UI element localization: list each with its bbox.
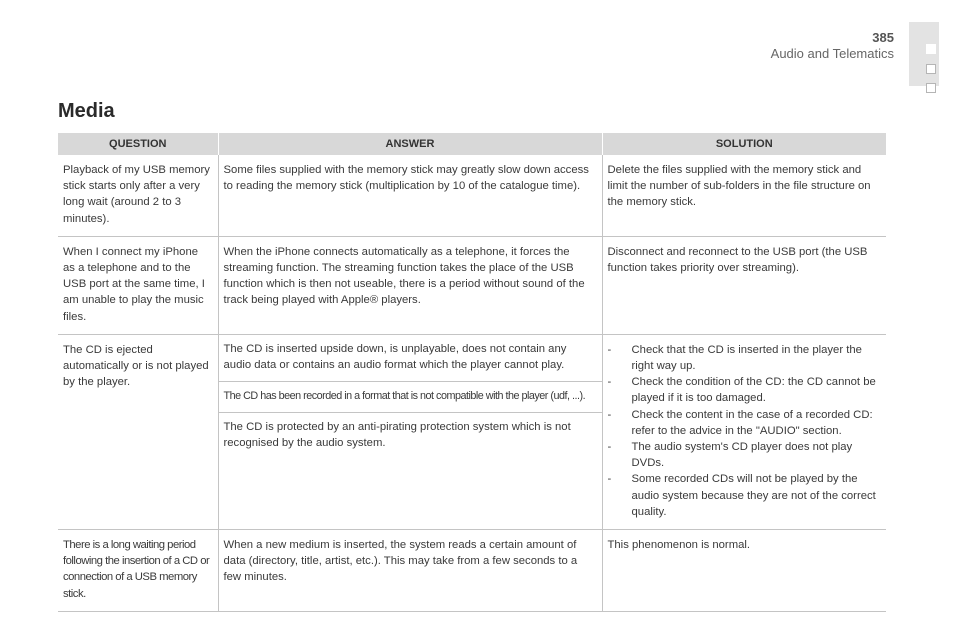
column-header-question: QUESTION: [58, 133, 218, 155]
question-cell: Playback of my USB memory stick starts only after a very long wait (around 2 to 3 minutes).: [58, 155, 218, 236]
column-header-solution: SOLUTION: [602, 133, 886, 155]
column-header-answer: ANSWER: [218, 133, 602, 155]
page-title: Media: [58, 100, 115, 122]
table-row: [58, 334, 886, 529]
solution-item-text: The audio system's CD player does not play DVDs.: [631, 441, 853, 470]
section-label: Audio and Telematics: [770, 46, 894, 61]
table-row: [58, 236, 886, 334]
list-dash: -: [607, 408, 612, 421]
list-dash: -: [607, 441, 612, 454]
list-item: [608, 374, 882, 406]
answer-part: The CD is protected by an anti-pirating protection system which is not recognised by the audio system.: [223, 420, 571, 450]
question-cell: The CD is ejected automatically or is not played by the player.: [58, 334, 218, 529]
page-number: 385: [872, 30, 894, 45]
answer-part: The CD has been recorded in a format that is not compatible with the player (udf, ...).: [219, 382, 602, 413]
solution-cell: [602, 334, 886, 529]
list-dash: -: [607, 343, 612, 356]
solution-item-text: Check that the CD is inserted in the player the right way up.: [631, 343, 862, 373]
list-item: [608, 342, 882, 374]
solution-item-text: Some recorded CDs will not be played by the audio system because they are not of the correct quality.: [631, 473, 876, 518]
chapter-tab: [909, 22, 939, 86]
list-item: [608, 471, 882, 520]
table-header-row: [58, 133, 886, 155]
list-item: [608, 439, 882, 471]
list-item: [608, 407, 882, 439]
chapter-marker-empty-icon: [926, 83, 936, 93]
answer-cell: Some files supplied with the memory stick may greatly slow down access to reading the memory stick (multiplication by 10 of the catalogue time).: [218, 155, 602, 236]
answer-cell: When the iPhone connects automatically as a telephone, it forces the streaming function. The streaming function takes the place of the USB function which is then not useable, there is a period without sound of the track being played with Apple® players.: [218, 236, 602, 334]
list-dash: -: [607, 376, 612, 389]
table-row: [58, 155, 886, 236]
list-dash: -: [607, 473, 612, 486]
answer-cell: When a new medium is inserted, the system reads a certain amount of data (directory, title, artist, etc.). This may take from a few seconds to a few minutes.: [218, 530, 602, 612]
table-row: [58, 530, 886, 612]
chapter-marker-empty-icon: [926, 64, 936, 74]
chapter-marker-filled-icon: [926, 44, 936, 54]
solution-list: [608, 342, 882, 520]
solution-item-text: Check the condition of the CD: the CD cannot be played if it is too damaged.: [631, 376, 876, 405]
faq-table: [58, 133, 886, 612]
question-cell: When I connect my iPhone as a telephone and to the USB port at the same time, I am unable to play the music files.: [58, 236, 218, 334]
solution-cell: Disconnect and reconnect to the USB port (the USB function takes priority over streaming).: [602, 236, 886, 334]
solution-cell: This phenomenon is normal.: [602, 530, 886, 612]
answer-part: The CD is inserted upside down, is unplayable, does not contain any audio data or contains an audio format which the player cannot play.: [219, 335, 602, 382]
answer-cell: [218, 334, 602, 529]
solution-cell: Delete the files supplied with the memory stick and limit the number of sub-folders in the file structure on the memory stick.: [602, 155, 886, 236]
solution-item-text: Check the content in the case of a recorded CD: refer to the advice in the "AUDIO" section.: [631, 408, 873, 437]
question-cell: There is a long waiting period following the insertion of a CD or connection of a USB memory stick.: [58, 530, 218, 612]
